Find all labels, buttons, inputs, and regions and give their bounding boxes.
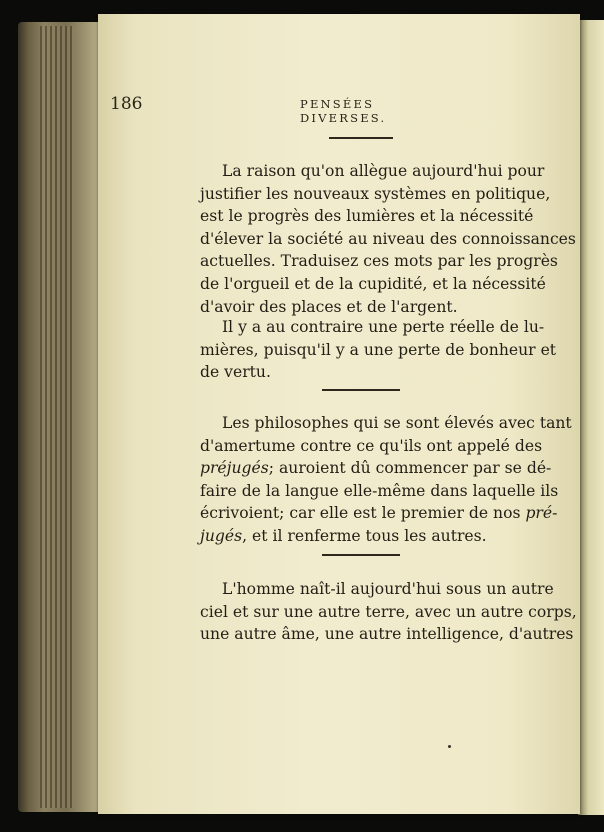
- text-line: d'amertume contre ce qu'ils ont appelé des: [200, 436, 543, 455]
- text-line: La raison qu'on allègue aujourd'hui pour: [222, 162, 545, 180]
- page-number: 186: [110, 94, 143, 114]
- text-line: d'avoir des places et de l'argent.: [200, 297, 458, 316]
- text-line: de l'orgueil et de la cupidité, et la nécessité: [200, 274, 546, 293]
- text-line: actuelles. Traduisez ces mots par les progrès: [200, 252, 558, 271]
- text-line: justifier les nouveaux systèmes en politique,: [200, 184, 551, 203]
- text-line: [200, 457, 552, 480]
- italic-word: jugés: [200, 526, 243, 545]
- italic-word: préjugés: [200, 459, 269, 478]
- text-line: une autre âme, une autre intelligence, d'autres: [200, 625, 574, 644]
- text-fragment: ; auroient dû commencer par se dé-: [268, 459, 552, 478]
- text-line: faire de la langue elle-même dans laquelle ils: [200, 481, 559, 500]
- paragraph-3: [200, 412, 572, 548]
- text-line: mières, puisqu'il y a une perte de bonheur et: [200, 340, 557, 359]
- text-line: [200, 525, 526, 548]
- ink-speck: [448, 745, 451, 748]
- page-edges: [40, 26, 74, 808]
- section-rule: [322, 554, 400, 556]
- text-line: Les philosophes qui se sont élevés avec tant: [222, 414, 572, 432]
- running-head: [110, 94, 450, 125]
- text-line: de vertu.: [200, 363, 271, 382]
- text-fragment: écrivoient; car elle est le premier de nos: [200, 504, 521, 523]
- section-rule: [329, 137, 393, 139]
- text-fragment: , et il renferme tous les autres.: [242, 526, 487, 545]
- paragraph-4: [200, 578, 577, 646]
- facing-page-edge: [578, 20, 604, 815]
- italic-word: pré-: [525, 504, 558, 523]
- text-line: [200, 502, 558, 525]
- paragraph-1: [200, 160, 576, 318]
- text-line: est le progrès des lumières et la nécessité: [200, 207, 534, 226]
- running-title: PENSÉES DIVERSES.: [300, 97, 387, 125]
- text-line: Il y a au contraire une perte réelle de lu-: [222, 318, 545, 336]
- section-rule: [322, 389, 400, 391]
- text-line: d'élever la société au niveau des connoissances: [200, 229, 576, 248]
- paragraph-2: [200, 316, 557, 384]
- text-line: ciel et sur une autre terre, avec un autre corps,: [200, 602, 577, 621]
- text-line: L'homme naît-il aujourd'hui sous un autre: [222, 580, 554, 598]
